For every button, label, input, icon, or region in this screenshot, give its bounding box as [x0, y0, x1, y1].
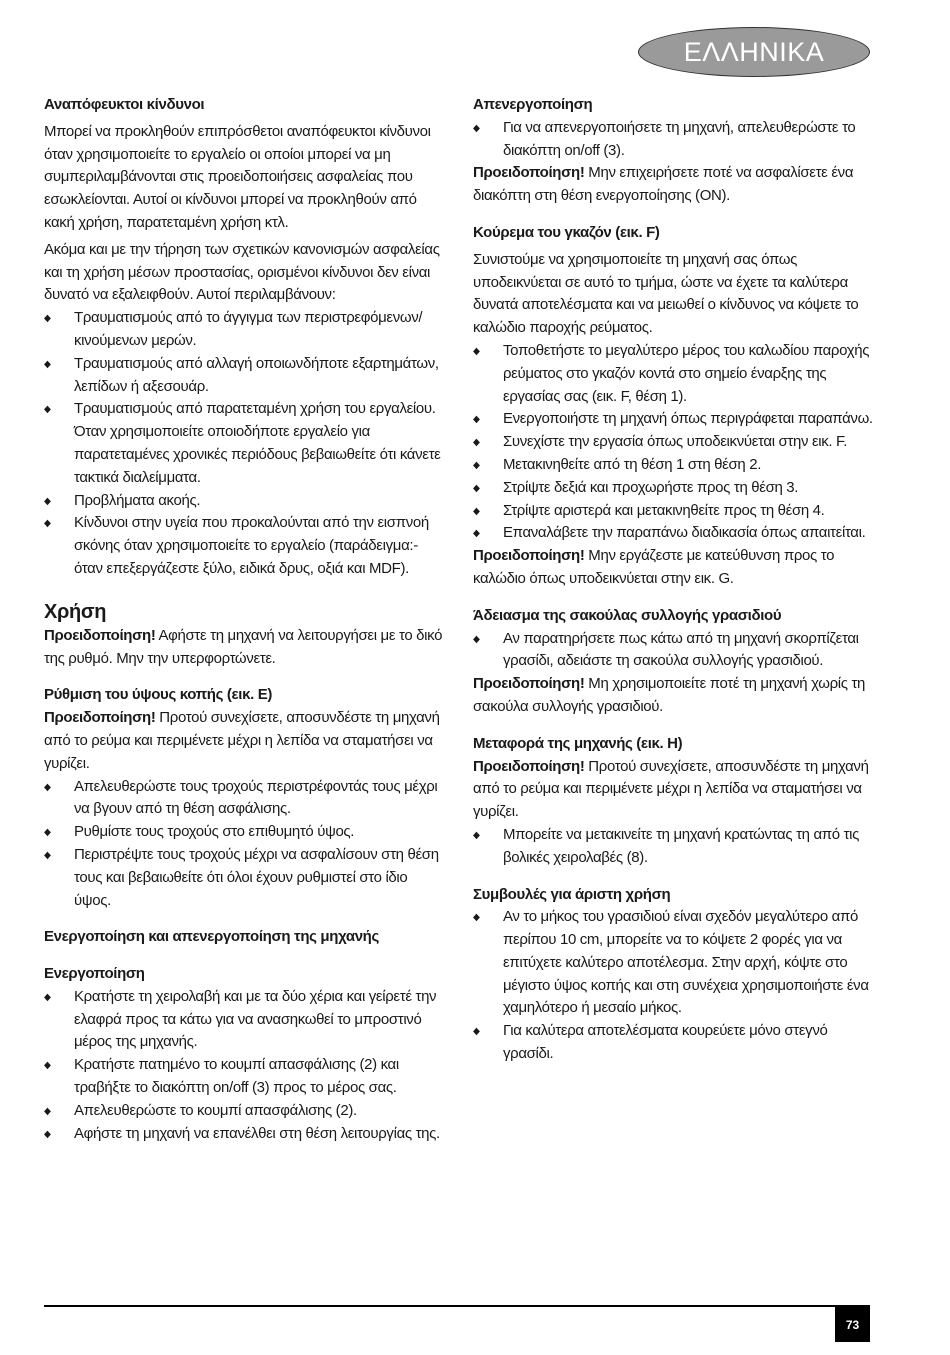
warning-label: Προειδοποίηση! — [473, 757, 585, 775]
warning-label: Προειδοποίηση! — [473, 164, 585, 182]
bullet-list — [44, 307, 444, 581]
language-badge: ΕΛΛΗΝΙΚΑ — [638, 27, 870, 77]
footer-rule — [44, 1305, 870, 1307]
bullet-list — [473, 628, 873, 674]
list-item: ◆ Κρατήστε τη χειρολαβή και με τα δύο χέρια και γείρετέ την ελαφρά προς τα κάτω για να ανασηκωθεί το μπροστινό μέρος της μηχανής. — [44, 986, 444, 1054]
warning-text: Μην επιχειρήσετε ποτέ να ασφαλίσετε ένα διακόπτη στη θέση ενεργοποίησης (ON). — [473, 164, 854, 205]
warning-label: Προειδοποίηση! — [44, 626, 156, 644]
list-item: ◆ Κίνδυνοι στην υγεία που προκαλούνται από την εισπνοή σκόνης όταν χρησιμοποιείτε το εργαλείο (παράδειγμα:- όταν επεξεργάζεστε ξύλο, ειδικά δρυς, οξιά και MDF). — [44, 512, 444, 580]
bullet-list — [473, 824, 873, 870]
warning-paragraph — [473, 545, 873, 591]
list-item: ◆ Απελευθερώστε το κουμπί απασφάλισης (2). — [44, 1100, 444, 1123]
warning-text: Μην εργάζεστε με κατεύθυνση προς το καλώδιο όπως υποδεικνύεται στην εικ. G. — [473, 547, 835, 587]
warning-paragraph — [473, 756, 873, 824]
section-title-tips: Συμβουλές για άριστη χρήση — [473, 885, 671, 903]
list-item: ◆ Για καλύτερα αποτελέσματα κουρεύετε μόνο στεγνό γρασίδι. — [473, 1020, 873, 1066]
list-item: ◆ Ενεργοποιήστε τη μηχανή όπως περιγράφεται παραπάνω. — [473, 408, 873, 431]
bullet-list — [473, 117, 873, 163]
right-column — [473, 94, 873, 1066]
list-item: ◆ Στρίψτε αριστερά και μετακινηθείτε προς τη θέση 4. — [473, 500, 873, 523]
list-item: ◆ Αν παρατηρήσετε πως κάτω από τη μηχανή σκορπίζεται γρασίδι, αδειάστε τη σακούλα συλλογής γρασιδιού. — [473, 628, 873, 674]
warning-label: Προειδοποίηση! — [44, 709, 156, 727]
bullet-list — [44, 776, 444, 913]
warning-text: Αφήστε τη μηχανή να λειτουργήσει με το δικό της ρυθμό. Μην την υπερφορτώνετε. — [44, 626, 443, 667]
list-item: ◆ Προβλήματα ακοής. — [44, 490, 444, 513]
paragraph: Μπορεί να προκληθούν επιπρόσθετοι αναπόφευκτοι κίνδυνοι όταν χρησιμοποιείτε το εργαλείο οι οποίοι μπορεί να μη συμπεριλαμβάνονται στις προειδοποιήσεις ασφαλείας που εσωκλείονται. Αυτοί οι κίνδυνοι μπορεί να προκληθούν από κακή χρήση, παρατεταμένη χρήση κτλ. — [44, 122, 431, 231]
warning-text: Προτού συνεχίσετε, αποσυνδέστε τη μηχανή από το ρεύμα και περιμένετε μέχρι η λεπίδα να σταματήσει να γυρίζει. — [44, 709, 440, 772]
warning-paragraph — [44, 625, 444, 671]
list-item: ◆ Τραυματισμούς από παρατεταμένη χρήση του εργαλείου. Όταν χρησιμοποιείτε οποιοδήποτε εργαλείο για παρατεταμένες χρονικές περιόδους βεβαιωθείτε ότι κάνετε τακτικά διαλείμματα. — [44, 398, 444, 489]
list-item: ◆ Μετακινηθείτε από τη θέση 1 στη θέση 2. — [473, 454, 873, 477]
list-item: ◆ Ρυθμίστε τους τροχούς στο επιθυμητό ύψος. — [44, 821, 444, 844]
list-item: ◆ Τοποθετήστε το μεγαλύτερο μέρος του καλωδίου παροχής ρεύματος στο γκαζόν κοντά στο σημείο έναρξης της εργασίας σας (εικ. F, θέση 1). — [473, 340, 873, 408]
list-item: ◆ Κρατήστε πατημένο το κουμπί απασφάλισης (2) και τραβήξτε το διακόπτη on/off (3) προς το μέρος σας. — [44, 1054, 444, 1100]
paragraph: Ακόμα και με την τήρηση των σχετικών κανονισμών ασφαλείας και τη χρήση μέσων προστασίας, ορισμένοι κίνδυνοι δεν είναι δυνατό να εξαλειφθούν. Αυτοί περιλαμβάνουν: — [44, 240, 440, 304]
section-title-use: Χρήση — [44, 600, 107, 623]
page-number: 73 — [835, 1307, 870, 1342]
paragraph: Συνιστούμε να χρησιμοποιείτε τη μηχανή σας όπως υποδεικνύεται σε αυτό το τμήμα, ώστε να έχετε τα καλύτερα δυνατά αποτελέσματα και να μειωθεί ο κίνδυνος να κόψετε το καλώδιο παροχής ρεύματος. — [473, 250, 859, 337]
section-title-switch-off: Απενεργοποίηση — [473, 96, 593, 113]
warning-label: Προειδοποίηση! — [473, 675, 585, 693]
list-item: ◆ Αν το μήκος του γρασιδιού είναι σχεδόν μεγαλύτερο από περίπου 10 cm, μπορείτε να το κόψετε 2 φορές για να επιτύχετε καλύτερο αποτέλεσμα. Στην αρχή, κόψτε στο μέγιστο ύψος κοπής και στη συνέχεια χρησιμοποιήστε ένα χαμηλότερο ή μεσαίο μήκος. — [473, 906, 873, 1020]
warning-paragraph — [473, 162, 873, 208]
list-item: ◆ Για να απενεργοποιήσετε τη μηχανή, απελευθερώστε το διακόπτη on/off (3). — [473, 117, 873, 163]
list-item: ◆ Στρίψτε δεξιά και προχωρήστε προς τη θέση 3. — [473, 477, 873, 500]
list-item: ◆ Μπορείτε να μετακινείτε τη μηχανή κρατώντας τη από τις βολικές χειρολαβές (8). — [473, 824, 873, 870]
list-item: ◆ Επαναλάβετε την παραπάνω διαδικασία όπως απαιτείται. — [473, 522, 873, 545]
section-title-mowing: Κούρεμα του γκαζόν (εικ. F) — [473, 223, 660, 241]
bullet-list — [44, 986, 444, 1146]
section-title-transport: Μεταφορά της μηχανής (εικ. H) — [473, 734, 683, 752]
warning-label: Προειδοποίηση! — [473, 547, 585, 565]
list-item: ◆ Συνεχίστε την εργασία όπως υποδεικνύεται στην εικ. F. — [473, 431, 873, 454]
warning-paragraph — [473, 673, 873, 719]
left-column — [44, 94, 444, 1145]
list-item: ◆ Απελευθερώστε τους τροχούς περιστρέφοντάς τους μέχρι να βγουν από τη θέση ασφάλισης. — [44, 776, 444, 822]
section-title-cutting-height: Ρύθμιση του ύψους κοπής (εικ. E) — [44, 686, 273, 704]
list-item: ◆ Αφήστε τη μηχανή να επανέλθει στη θέση λειτουργίας της. — [44, 1123, 444, 1146]
section-title-switch-on: Ενεργοποίηση — [44, 965, 145, 983]
list-item: ◆ Τραυματισμούς από το άγγιγμα των περιστρεφόμενων/ κινούμενων μερών. — [44, 307, 444, 353]
warning-text: Μη χρησιμοποιείτε ποτέ τη μηχανή χωρίς τη σακούλα συλλογής γρασιδιού. — [473, 675, 866, 715]
list-item: ◆ Τραυματισμούς από αλλαγή οποιωνδήποτε εξαρτημάτων, λεπίδων ή αξεσουάρ. — [44, 353, 444, 399]
bullet-list — [473, 340, 873, 545]
list-item: ◆ Περιστρέψτε τους τροχούς μέχρι να ασφαλίσουν στη θέση τους και βεβαιωθείτε ότι όλοι έχουν ρυθμιστεί στο ίδιο ύψος. — [44, 844, 444, 912]
section-title-unavoidable-risks: Αναπόφευκτοι κίνδυνοι — [44, 96, 205, 113]
warning-paragraph — [44, 707, 444, 775]
warning-text: Προτού συνεχίσετε, αποσυνδέστε τη μηχανή από το ρεύμα και περιμένετε μέχρι η λεπίδα να σταματήσει να γυρίζει. — [473, 757, 869, 821]
section-title-emptying-bag: Άδειασμα της σακούλας συλλογής γρασιδιού — [473, 606, 782, 624]
bullet-list — [473, 906, 873, 1066]
section-title-on-off: Ενεργοποίηση και απενεργοποίηση της μηχανής — [44, 928, 379, 946]
